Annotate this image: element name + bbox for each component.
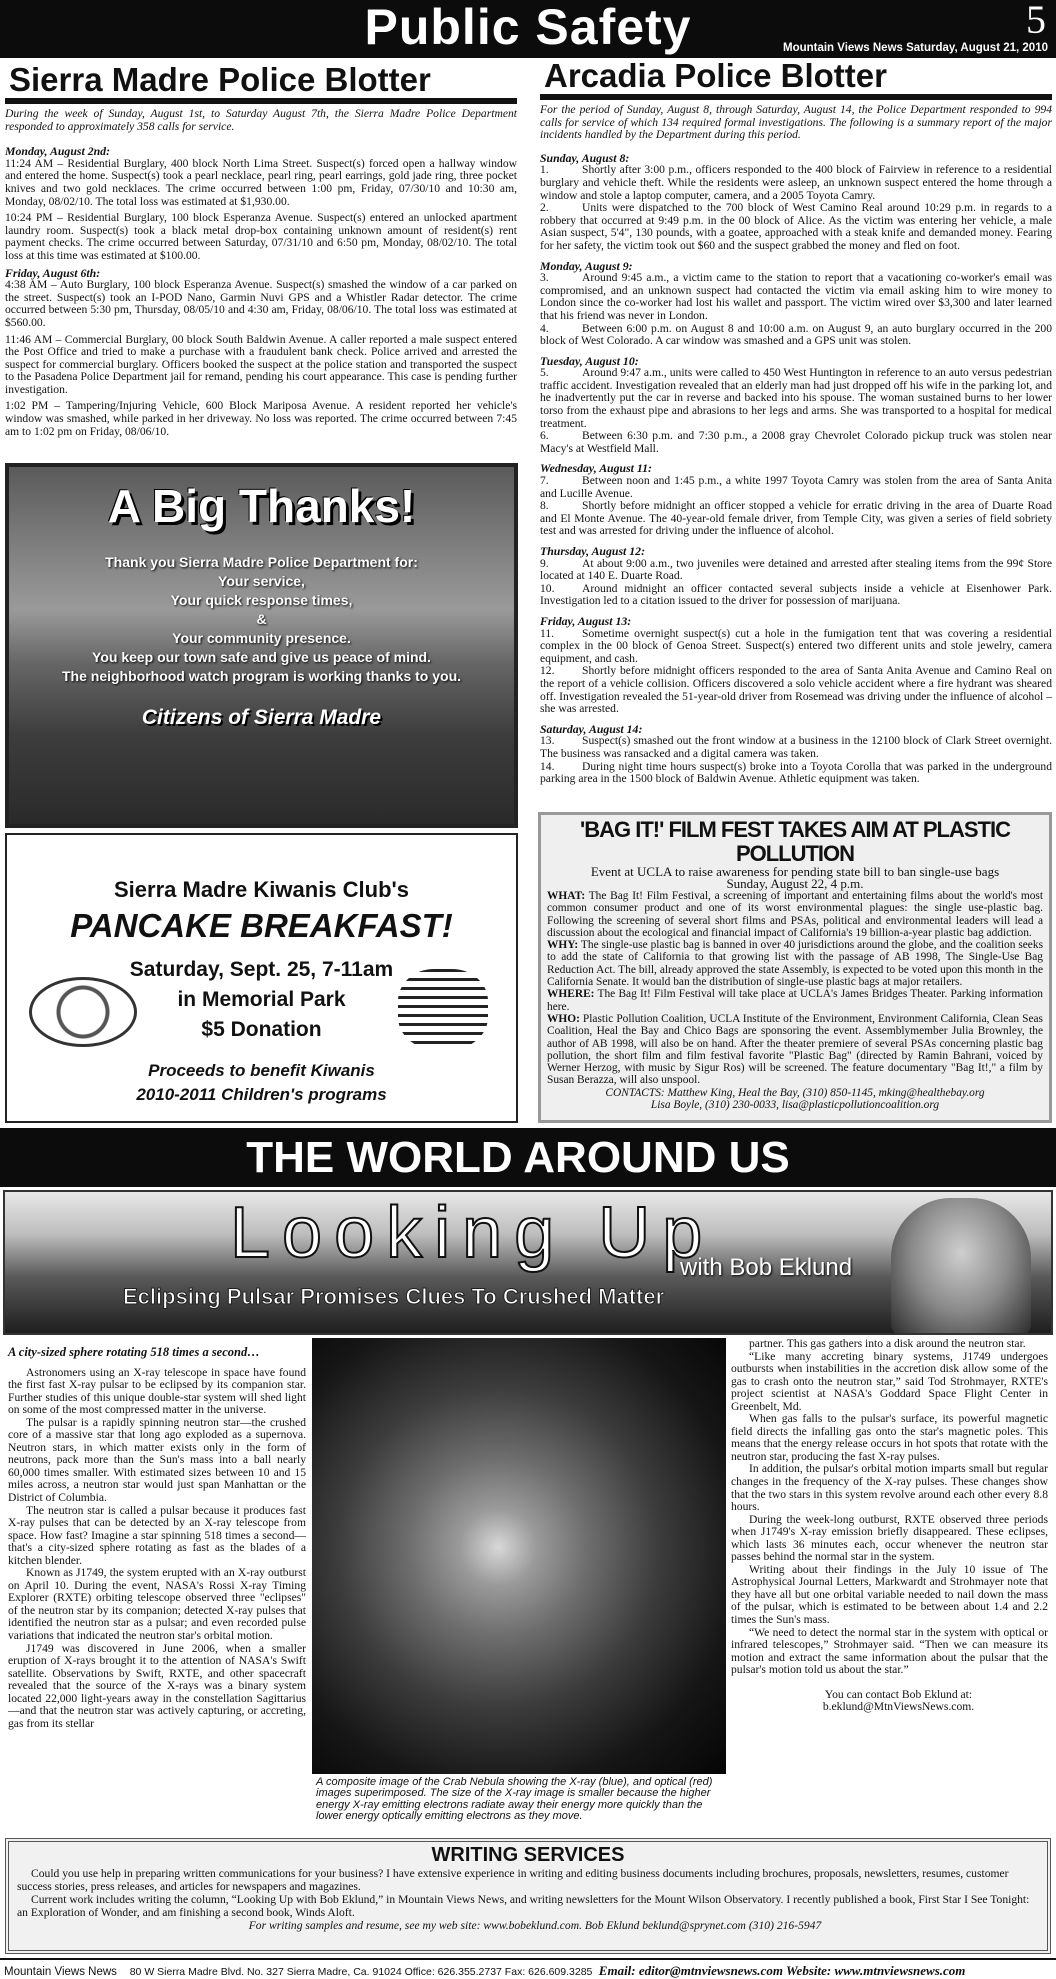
thanks-line: Your community presence. [172, 630, 351, 646]
day-heading: Monday, August 9: [540, 258, 633, 273]
looking-up-banner [3, 1190, 1053, 1335]
item-text: Shortly before midnight an officer stopped a vehicle for erratic driving in the area of Duarte Road and El Monte Avenue. The 40-year-old female driver, from Temple City, was given a series of field sobriety test and was arrested for driving under the influence of alcohol. [540, 499, 1052, 538]
bag-it-subhead: Event at UCLA to raise awareness for pending state bill to ban single-use bags [590, 864, 1000, 879]
blotter-entry [540, 558, 1052, 583]
article-paragraph: “We need to detect the normal star in the system with optical or infrared telescopes,” Strohmayer said. “Then we can measure its motion and extract the same information about the pulsar that the pulsar's motion told us about the star.” [731, 1625, 1048, 1677]
day-heading: Sunday, August 8: [540, 150, 630, 165]
page-number: 5 [1026, 0, 1046, 42]
writing-services-title: WRITING SERVICES [431, 1844, 625, 1866]
thanks-line: Your service, [218, 573, 305, 589]
article-paragraph: When gas falls to the pulsar's surface, its powerful magnetic field directs the infalling gas onto the star's magnetic poles. This means that the energy release occurs in hot spots that rotate with the neutron star, producing the fast X-ray pulses. [731, 1412, 1048, 1463]
thanks-line: Your quick response times, [170, 592, 353, 608]
day-heading: Friday, August 13: [540, 613, 632, 628]
item-number: 13. [540, 734, 555, 748]
item-text: Around 9:45 a.m., a victim came to the station to report that a vacationing co-worker's email was compromised, and an unknown suspect had contacted the victim via email asking him to wire money to London since the co-worker had lost his wallet and passport. The victim wired over $3,300 and later learned that his friend was never in London. [540, 271, 1052, 322]
section-title: Public Safety [364, 0, 692, 55]
author-photo [891, 1198, 1031, 1335]
blotter-entry [540, 323, 1052, 348]
blotter-entry [540, 583, 1052, 608]
item-text: Sometime overnight suspect(s) cut a hole in the fumigation tent that was covering a residential complex in the 00 block of Genoa Street. Suspect(s) entered two different units and stole jewelry, camera equipment, and cash. [540, 626, 1052, 665]
article-left-column [8, 1346, 306, 1730]
kiwanis-place: in Memorial Park [177, 988, 346, 1011]
item-text: During night time hours suspect(s) broke into a Toyota Corolla that was parked in the underground parking area in the 1500 block of Baldwin Avenue. Athletic equipment was taken. [540, 759, 1052, 786]
blotter-entry [540, 665, 1052, 715]
sierra-madre-title: Sierra Madre Police Blotter [5, 62, 517, 104]
day-heading: Thursday, August 12: [540, 544, 645, 558]
arcadia-intro: For the period of Sunday, August 8, through Saturday, August 14, the Police Department responded to 994 calls for service of which 134 required formal investigations. The following is a summary report of the major incidents handled by the Department during this period. [540, 103, 1052, 142]
item-number: 10. [540, 581, 555, 595]
article-paragraph: The pulsar is a rapidly spinning neutron star—the crushed core of a massive star that long ago exploded as a supernova. Neutron stars, in which matter exists only in the form of neutrons, pack more than the Sun's mass into a ball nearly 60,000 times smaller. With estimated sizes between 10 and 15 miles across, a neutron star would just span Manhattan or the District of Columbia. [8, 1415, 306, 1505]
item-number: 6. [540, 429, 549, 443]
item-text: At about 9:00 a.m., two juveniles were detained and arrested after stealing items from the 99¢ Store located at 140 E. Duarte Road. [540, 556, 1052, 583]
item-number: 2. [540, 201, 549, 215]
thanks-line: & [256, 611, 267, 627]
kiwanis-logo-icon [29, 977, 137, 1047]
blotter-entry [540, 367, 1052, 430]
bag-it-item [547, 1013, 1043, 1087]
thanks-title: A Big Thanks! [107, 480, 416, 532]
article-paragraph: During the week-long outburst, RXTE observed three periods when J1749's X-ray emission briefly disappeared. These eclipses, which lasts 36 minutes each, occur whenever the neutron star passes behind the normal star in the system. [731, 1512, 1048, 1564]
writing-services-ad [5, 1838, 1051, 1954]
blotter-entry [540, 761, 1052, 786]
author-contact: b.eklund@MtnViewsNews.com. [822, 1700, 975, 1714]
item-label: WHERE: [547, 988, 595, 1001]
bag-it-date: Sunday, August 22, 4 p.m. [726, 876, 864, 891]
blotter-entry [540, 475, 1052, 500]
day-heading: Wednesday, August 11: [540, 461, 652, 476]
item-number: 8. [540, 499, 549, 513]
thanks-signature: Citizens of Sierra Madre [141, 706, 382, 729]
day-heading: Monday, August 2nd: [5, 144, 110, 159]
blotter-entry: 1:02 PM – Tampering/Injuring Vehicle, 600 Block Mariposa Avenue. A resident reported her vehicle's window was smashed, while parked in her driveway. No loss was reported. The crime occurred between 7:45 am to 1:02 pm on Friday, 08/06/10. [5, 399, 517, 438]
article-paragraph: Known as J1749, the system erupted with an X-ray outburst on April 10. During the event, NASA's Rossi X-ray Timing Explorer (RXTE) orbiting telescope observed three "eclipses" of the neutron star by its companion; detected X-ray pulses that identified the neutron star as a pulsar; and even recorded pulse variations that indicated the neutron star's orbital motion. [8, 1566, 306, 1643]
item-label: WHAT: [547, 890, 586, 902]
writing-paragraph: Current work includes writing the column, “Looking Up with Bob Eklund,” in Mountain Views News, and writing newsletters for the Mount Wilson Observatory. I recently published a book, First Star I See Tonight: an Exploration of Wonder, and am finishing a second book, Winds Aloft. [17, 1893, 1030, 1919]
article-paragraph: Astronomers using an X-ray telescope in space have found the first fast X-ray pulsar to be eclipsed by its companion star. Further studies of this unique double-star system will shed light on some of the most compressed matter in the universe. [8, 1365, 306, 1417]
item-number: 5. [540, 366, 549, 380]
arcadia-blotter [540, 58, 1052, 793]
item-text: The Bag It! Film Festival, a screening of important and entertaining films about the world's most common consumer product and one of its worst environmental plagues: the single use-plastic bag. Following the screening of several short films and PSAs, political and environmental leaders will lead a discussion about the ecological and financial impact of California's 19 billion-a-year plastic bag addiction. [547, 890, 1043, 939]
article-paragraph: In addition, the pulsar's orbital motion imparts small but regular changes in the frequency of the X-ray pulses. These changes show that the two stars in this system revolve around each other every 8.8 hours. [731, 1462, 1048, 1514]
blotter-entry [540, 500, 1052, 538]
pancake-icon [398, 969, 488, 1049]
banner-subtitle: Eclipsing Pulsar Promises Clues To Crushed Matter [123, 1284, 665, 1309]
kiwanis-proceeds: Proceeds to benefit Kiwanis [148, 1061, 375, 1080]
article-paragraph: J1749 was discovered in June 2006, when a smaller eruption of X-rays brought it to the attention of NASA's Swift satellite. Observations by Swift, RXTE, and other spacecraft revealed that the source of the X-rays was a binary system located 22,000 light-years away in the constellation Sagittarius—and that the neutron star was actively capturing, or accreting, gas from its stellar [8, 1641, 306, 1730]
item-number: 7. [540, 474, 549, 488]
item-label: WHO: [547, 1012, 580, 1025]
item-number: 12. [540, 664, 555, 678]
big-thanks-ad [5, 463, 518, 828]
item-text: Between 6:30 p.m. and 7:30 p.m., a 2008 gray Chevrolet Colorado pickup truck was stolen near Macy's at Westfield Mall. [540, 429, 1052, 455]
blotter-entry [540, 272, 1052, 322]
blotter-entry [540, 202, 1052, 252]
item-text: Plastic Pollution Coalition, UCLA Institute of the Environment, Environment California, Clean Seas Coalition, Heal the Bay and Chico Bags are sponsoring the event. Assemblymember Julia Brownley, the author of AB 1998, will also be on hand. After the theater premiere of several PSAs concerning plastic bag pollution, the short film and film festival favorite "Plastic Bag" (directed by Ramin Bahrani, voiced by Werner Herzog, with music by Sigur Ros) will be screened. The feature documentary "Bag It!," a film by Susan Berazza, will also unspool. [547, 1012, 1043, 1087]
day-heading: Tuesday, August 10: [540, 353, 639, 368]
crab-nebula-image [312, 1338, 726, 1774]
bag-it-item [547, 890, 1043, 939]
sierra-madre-blotter [5, 62, 517, 442]
article-paragraph: Writing about their findings in the July 10 issue of The Astrophysical Journal Letters, Markwardt and Strohmayer note that they have all but one orbital variable needed to nail down the mass of the pulsar, which is estimated to be between about 1.4 and 2.2 times the Sun's mass. [731, 1562, 1048, 1627]
thanks-line: Thank you Sierra Madre Police Department for: [105, 554, 418, 570]
image-caption: A composite image of the Crab Nebula showing the X-ray (blue), and optical (red) images superimposed. The size of the X-ray image is smaller because the higher energy X-ray emitting electrons radiate away their energy more quickly than the lower energy optically emitting electrons as they move. [316, 1777, 726, 1823]
kiwanis-event: PANCAKE BREAKFAST! [70, 907, 453, 944]
blotter-entry [540, 735, 1052, 760]
article-right-column [731, 1338, 1048, 1714]
blotter-entry [540, 628, 1052, 666]
blotter-entry: 4:38 AM – Auto Burglary, 100 block Esperanza Avenue. Suspect(s) smashed the window of a car parked on the street. Suspect(s) took an I-POD Nano, Garmin Nuvi GPS and a Whistler Radar detector. The crime occurred between 5:30 pm, Thursday, 08/05/10 and 4:30 am, Friday, 08/06/10. The total loss was estimated at $560.00. [5, 278, 517, 329]
banner-title: Looking Up [230, 1193, 715, 1273]
item-number: 3. [540, 271, 549, 285]
item-text: Shortly after 3:00 p.m., officers responded to the 400 block of Fairview in reference to a residential burglary and vehicle theft. While the residents were asleep, an unknown suspect entered the home through a window and stole a laptop computer, camera, and a 2005 Toyota Camry. [540, 163, 1052, 202]
footer-paper-name: Mountain Views News [4, 1966, 117, 1978]
item-number: 14. [540, 759, 555, 773]
sierra-intro: During the week of Sunday, August 1st, to Saturday August 7th, the Sierra Madre Police Department responded to approximately 358 calls for service. [5, 107, 517, 133]
article-paragraph: “Like many accreting binary systems, J1749 undergoes outbursts when instabilities in the accretion disk allow some of the gas to crash onto the neutron star,” said Tod Strohmayer, RXTE's project scientist at NASA's Goddard Space Flight Center in Greenbelt, Md. [731, 1349, 1048, 1413]
article-paragraph: partner. This gas gathers into a disk around the neutron star. [749, 1337, 1026, 1350]
item-label: WHY: [547, 939, 579, 952]
bag-it-headline: 'BAG IT!' FILM FEST TAKES AIM AT PLASTIC POLLUTION [580, 817, 1010, 866]
thanks-line: You keep our town safe and give us peace of mind. [92, 649, 431, 665]
blotter-entry [540, 430, 1052, 455]
bag-it-contact: CONTACTS: Matthew King, Heal the Bay, (310) 850-1145, mking@healthebay.org [605, 1086, 985, 1099]
day-heading: Friday, August 6th: [5, 265, 101, 280]
footer-address: 80 W Sierra Madre Blvd. No. 327 Sierra Madre, Ca. 91024 Office: 626.355.2737 Fax: 626.609.3285 [129, 1966, 593, 1978]
banner-byline: with Bob Eklund [680, 1254, 853, 1281]
item-text: Between 6:00 p.m. on August 8 and 10:00 a.m. on August 9, an auto burglary occurred in the 200 block of West Colorado. A car window was smashed and a GPS unit was stolen. [540, 321, 1052, 348]
kiwanis-ad [5, 833, 518, 1123]
item-text: Between noon and 1:45 p.m., a white 1997 Toyota Camry was stolen from the area of Santa Anita and Lucille Avenue. [540, 474, 1052, 500]
item-text: The Bag It! Film Festival will take place at UCLA's James Bridges Theater. Parking information here. [547, 988, 1043, 1013]
bag-it-article [538, 812, 1052, 1123]
day-heading: Saturday, August 14: [540, 721, 643, 736]
item-text: Units were dispatched to the 700 block of West Camino Real around 10:29 p.m. in regards to a robbery that occurred at 9:49 p.m. in the 00 block of Alice. As the victim was entering her vehicle, a male Asian suspect, 5'4", 130 pounds, with a goatee, approached with a steak knife and demanded money. Fearing for her safety, the victim took out $60 and the suspect grabbed the money and fled on foot. [540, 201, 1052, 252]
blotter-entry [540, 164, 1052, 202]
kiwanis-programs: 2010-2011 Children's programs [136, 1085, 387, 1104]
item-text: Around midnight an officer contacted several subjects inside a vehicle at Eisenhower Park. Investigation led to a citation issued to the driver for possession of marijuana. [540, 581, 1052, 608]
item-number: 9. [540, 556, 549, 570]
page-footer [0, 1958, 1056, 1979]
thanks-line: The neighborhood watch program is working thanks to you. [61, 668, 462, 684]
blotter-entry: 11:46 AM – Commercial Burglary, 00 block South Baldwin Avenue. A caller reported a male suspect entered the Post Office and tried to make a purchase with a fraudulent bank check. Police arrived and arrested the suspect for commercial burglary. Officers booked the suspect at the police station and transported the suspect to the Pasadena Police Department jail for remand, pending his court appearance. This case is pending further investigation. [5, 332, 517, 396]
item-text: Around 9:47 a.m., units were called to 450 West Huntington in reference to an auto versus pedestrian traffic accident. Investigation revealed that an elderly man had just dropped off his wife in the parking lot, and he inadvertently put the car in reverse and backed into his spouse. The woman sustained burns to her lower torso from the exhaust pipe and abrasions to her legs and arms. She was transported to a hospital for medical treatment. [540, 366, 1052, 430]
bag-it-item [547, 939, 1043, 988]
writing-contact: For writing samples and resume, see my web site: www.bobeklund.com. Bob Eklund beklund@sprynet.com (310) 216-5947 [248, 1919, 822, 1932]
writing-paragraph: Could you use help in preparing written communications for your business? I have extensive experience in writing and editing business documents including brochures, proposals, newsletters, resumes, customer success stories, press releases, and articles for newspapers and magazines. [17, 1867, 1009, 1893]
author-contact: You can contact Bob Eklund at: [824, 1687, 973, 1701]
blotter-entry: 10:24 PM – Residential Burglary, 100 block Esperanza Avenue. Suspect(s) entered an unlocked apartment laundry room. Suspect(s) took a black metal drop-box containing unknown amount of resident(s) rent payment checks. The crime occurred between Saturday, 07/31/10 and 6:50 pm, Monday, 08/02/10. The total loss at this time was estimated at $100.00. [5, 211, 517, 262]
article-paragraph: The neutron star is called a pulsar because it produces fast X-ray pulses that can be detected by an X-ray telescope from space. How fast? Imagine a star spinning 518 times a second—that's a city-sized sphere rotating as fast as the blades of a kitchen blender. [8, 1503, 306, 1567]
footer-contact: Email: editor@mtnviewsnews.com Website: www.mtnviewsnews.com [598, 1963, 966, 1978]
blotter-entry: 11:24 AM – Residential Burglary, 400 block North Lima Street. Suspect(s) forced open a hallway window and entered the home. Suspect(s) took a pearl necklace, pearl ring, pearl earrings, gold jade ring, three pocket knives and two gold necklaces. The crime occurred between 1:00 pm, Friday, 07/30/10 and 10:30 am, Monday, 08/02/10. The total loss was estimated at $1,930.00. [5, 156, 517, 208]
item-number: 11. [540, 626, 555, 640]
dateline: Mountain Views News Saturday, August 21, 2010 [782, 42, 1048, 54]
world-around-us-header: THE WORLD AROUND US [0, 1128, 1056, 1187]
item-number: 1. [540, 163, 549, 177]
item-text: Suspect(s) smashed out the front window at a business in the 12100 block of Clark Street overnight. The business was ransacked and a digital camera was taken. [540, 734, 1052, 760]
item-text: The single-use plastic bag is banned in over 40 jurisdictions around the globe, and the coalition seeks to add the state of California to that growing list with the passage of AB 1998, The Single-Use Bag Reduction Act. The bill, already approved the state Assembly, is expected to be voted upon this month in the California Senate. It would ban the distribution of single-use plastic bags at major retailers. [547, 939, 1043, 989]
arcadia-title: Arcadia Police Blotter [540, 58, 1052, 100]
page-header [0, 0, 1056, 58]
item-text: Shortly before midnight officers responded to the area of Santa Anita Avenue and Camino Real on the report of a vehicle collision. Officers discovered a solo vehicle accident where a fire hydrant was sheared off. Investigation revealed the 51-year-old driver from Rosemead was driving under the influence of alcohol – she was arrested. [540, 664, 1052, 716]
bag-it-item [547, 988, 1043, 1013]
kiwanis-price: $5 Donation [201, 1018, 322, 1041]
kiwanis-club: Sierra Madre Kiwanis Club's [114, 877, 409, 902]
article-kicker: A city-sized sphere rotating 518 times a second… [8, 1345, 260, 1359]
bag-it-contact: Lisa Boyle, (310) 230-0033, lisa@plasticpollutioncoalition.org [650, 1099, 940, 1112]
item-number: 4. [540, 321, 549, 335]
kiwanis-date: Saturday, Sept. 25, 7-11am [129, 958, 394, 981]
